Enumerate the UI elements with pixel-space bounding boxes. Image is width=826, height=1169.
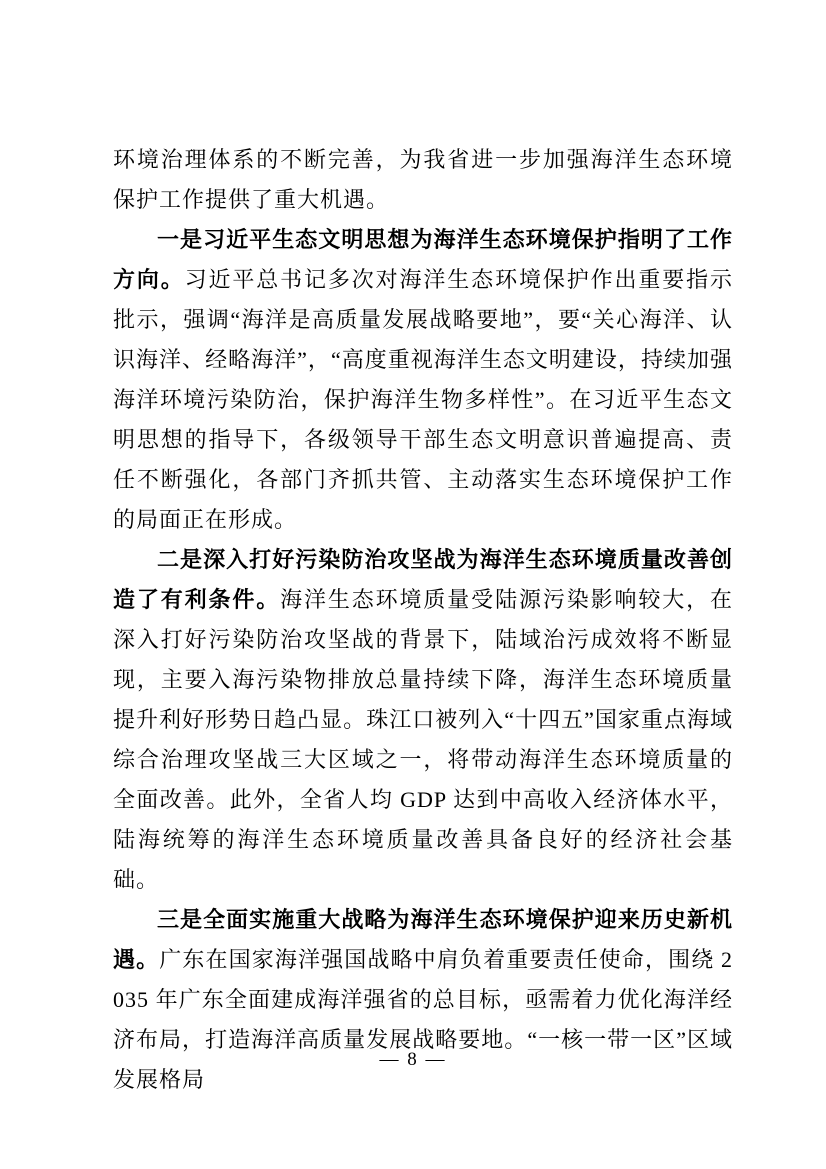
paragraph	[113, 540, 733, 900]
paragraph	[113, 220, 733, 540]
page-number: — 8 —	[379, 1049, 447, 1070]
paragraph-lead: 三是全面实施重大战略为海洋生态环境保护迎来历史新机遇。	[113, 907, 733, 972]
paragraph-text: 海洋生态环境质量受陆源污染影响较大，在深入打好污染防治攻坚战的背景下，陆域治污成效将不断显现，主要入海污染物排放总量持续下降，海洋生态环境质量提升利好形势日趋凸显。珠江口被列入“十四五”国家重点海域综合治理攻坚战三大区域之一，将带动海洋生态环境质量的全面改善。此外，全省人均 GDP 达到中高收入经济体水平，陆海统筹的海洋生态环境质量改善具备良好的经济社会基础。	[113, 587, 733, 892]
paragraph-text: 环境治理体系的不断完善，为我省进一步加强海洋生态环境保护工作提供了重大机遇。	[113, 147, 733, 212]
paragraph-text: 广东在国家海洋强国战略中肩负着重要责任使命，围绕 2035 年广东全面建成海洋强省的总目标，亟需着力优化海洋经济布局，打造海洋高质量发展战略要地。“一核一带一区”区域发展格局	[113, 947, 733, 1092]
page-content	[113, 140, 733, 1100]
paragraph-lead: 二是深入打好污染防治攻坚战为海洋生态环境质量改善创造了有利条件。	[113, 547, 733, 612]
paragraph-lead: 一是习近平生态文明思想为海洋生态环境保护指明了工作方向。	[113, 227, 733, 292]
paragraph-text: 习近平总书记多次对海洋生态环境保护作出重要指示批示，强调“海洋是高质量发展战略要地”，要“关心海洋、认识海洋、经略海洋”，“高度重视海洋生态文明建设，持续加强海洋环境污染防治，保护海洋生物多样性”。在习近平生态文明思想的指导下，各级领导干部生态文明意识普遍提高、责任不断强化，各部门齐抓共管、主动落实生态环境保护工作的局面正在形成。	[113, 267, 734, 532]
paragraph	[113, 140, 733, 220]
